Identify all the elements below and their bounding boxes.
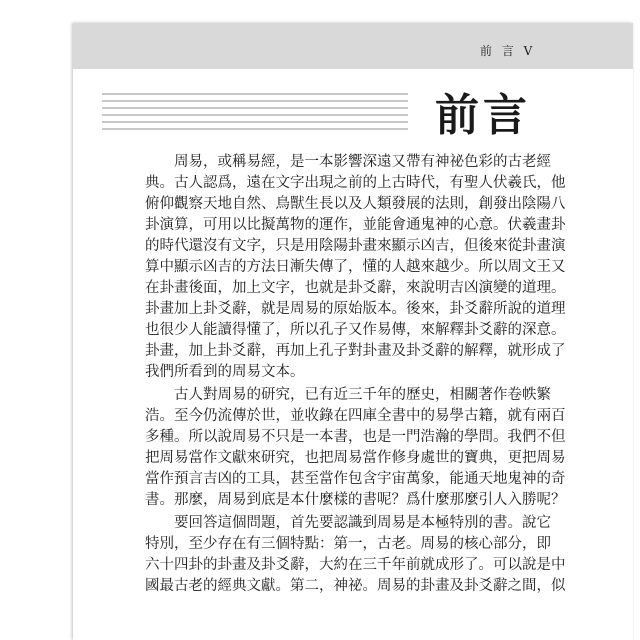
paragraph-1: [145, 152, 566, 383]
text-line: 的時代還沒有文字，只是用陰陽卦畫來顯示凶吉，但後來從卦畫演: [145, 238, 566, 254]
text-line: 算中顯示凶吉的方法日漸失傳了，懂的人越來越少。所以周文王又: [145, 259, 566, 275]
text-line: 要回答這個問題，首先要認識到周易是本極特別的書。說它: [145, 515, 551, 531]
text-line: 我們所看到的周易文本。: [145, 364, 305, 380]
text-line: 古人對周易的研究，已有近三千年的歷史，相關著作卷帙繁: [145, 387, 551, 403]
text-line: 典。古人認爲，遠在文字出現之前的上古時代，有聖人伏羲氏，他: [145, 175, 566, 191]
text-line: 六十四卦的卦畫及卦爻辭，大約在三千年前就成形了。可以說是中: [145, 557, 566, 573]
text-line: 書。那麼，周易到底是本什麼樣的書呢？爲什麼那麼引人入勝呢？: [145, 492, 566, 508]
header-band: [73, 23, 633, 69]
text-line: 俯仰觀察天地自然、鳥獸生長以及人類發展的法則，創發出陰陽八: [145, 196, 566, 212]
paragraph-3: [145, 513, 566, 597]
paragraph-2: [145, 385, 566, 511]
text-line: 多種。所以說周易不只是一本書，也是一門浩瀚的學問。我們不但: [145, 429, 566, 445]
text-line: 卦畫加上卦爻辭，就是周易的原始版本。後來，卦爻辭所說的道理: [145, 301, 566, 317]
text-line: 當作預言吉凶的工具，甚至當作包含宇宙萬象，能通天地鬼神的奇: [145, 471, 566, 487]
text-line: 把周易當作文獻來研究，也把周易當作修身處世的寶典，更把周易: [145, 450, 566, 466]
page-title: 前言: [435, 90, 531, 141]
text-line: 也很少人能讀得懂了，所以孔子又作易傳，來解釋卦爻辭的深意。: [145, 322, 566, 338]
text-line: 卦演算，可用以比擬萬物的運作，並能會通鬼神的心意。伏羲畫卦: [145, 217, 566, 233]
text-line: 在卦畫後面，加上文字，也就是卦爻辭，來說明吉凶演變的道理。: [145, 280, 566, 296]
text-line: 周易，或稱易經，是一本影響深遠又帶有神祕色彩的古老經: [145, 154, 551, 170]
text-line: 卦畫，加上卦爻辭，再加上孔子對卦畫及卦爻辭的解釋，就形成了: [145, 343, 566, 359]
text-line: 浩。至今仍流傳於世，並收錄在四庫全書中的易學古籍，就有兩百: [145, 408, 566, 424]
text-line: 特別，至少存在有三個特點：第一，古老。周易的核心部分，即: [145, 536, 551, 552]
text-line: 國最古老的經典文獻。第二，神祕。周易的卦畫及卦爻辭之間，似: [145, 578, 566, 594]
running-header: 前 言 V: [480, 44, 536, 58]
